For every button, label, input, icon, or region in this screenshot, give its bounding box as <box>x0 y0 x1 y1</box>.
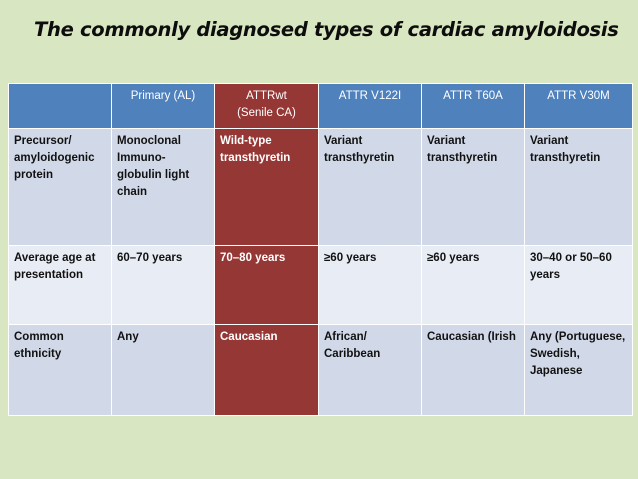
amyloidosis-table <box>8 83 633 416</box>
row-label-ethnicity: Common ethnicity <box>9 325 112 416</box>
header-primary-al: Primary (AL) <box>112 84 215 129</box>
cell-precursor-t60a: Variant transthyretin <box>422 129 525 246</box>
cell-ethnicity-t60a: Caucasian (Irish <box>422 325 525 416</box>
table-row-ethnicity <box>9 325 633 416</box>
cell-ethnicity-v30m: Any (Portuguese, Swedish, Japanese <box>525 325 633 416</box>
row-label-precursor: Precursor/ amyloidogenic protein <box>9 129 112 246</box>
header-empty-cell <box>9 84 112 129</box>
table-row-age <box>9 246 633 325</box>
header-attrwt-line1: ATTRwt <box>246 90 287 102</box>
table-header-row <box>9 84 633 129</box>
cell-ethnicity-primary-al: Any <box>112 325 215 416</box>
cell-precursor-attrwt: Wild-type transthyretin <box>215 129 319 246</box>
cell-precursor-v122i: Variant transthyretin <box>319 129 422 246</box>
row-label-age: Average age at presentation <box>9 246 112 325</box>
cell-age-t60a: ≥60 years <box>422 246 525 325</box>
cell-age-primary-al: 60–70 years <box>112 246 215 325</box>
cell-age-attrwt: 70–80 years <box>215 246 319 325</box>
slide-title: The commonly diagnosed types of cardiac amyloidosis <box>34 18 619 41</box>
header-attr-v30m: ATTR V30M <box>525 84 633 129</box>
table-row-precursor <box>9 129 633 246</box>
cell-precursor-primary-al: Monoclonal Immuno-globulin light chain <box>112 129 215 246</box>
cell-age-v30m: 30–40 or 50–60 years <box>525 246 633 325</box>
header-attr-t60a: ATTR T60A <box>422 84 525 129</box>
header-attrwt-line2: (Senile CA) <box>237 107 296 119</box>
cell-ethnicity-v122i: African/ Caribbean <box>319 325 422 416</box>
header-attr-v122i: ATTR V122I <box>319 84 422 129</box>
cell-ethnicity-attrwt: Caucasian <box>215 325 319 416</box>
cell-age-v122i: ≥60 years <box>319 246 422 325</box>
header-attrwt <box>215 84 319 129</box>
cell-precursor-v30m: Variant transthyretin <box>525 129 633 246</box>
